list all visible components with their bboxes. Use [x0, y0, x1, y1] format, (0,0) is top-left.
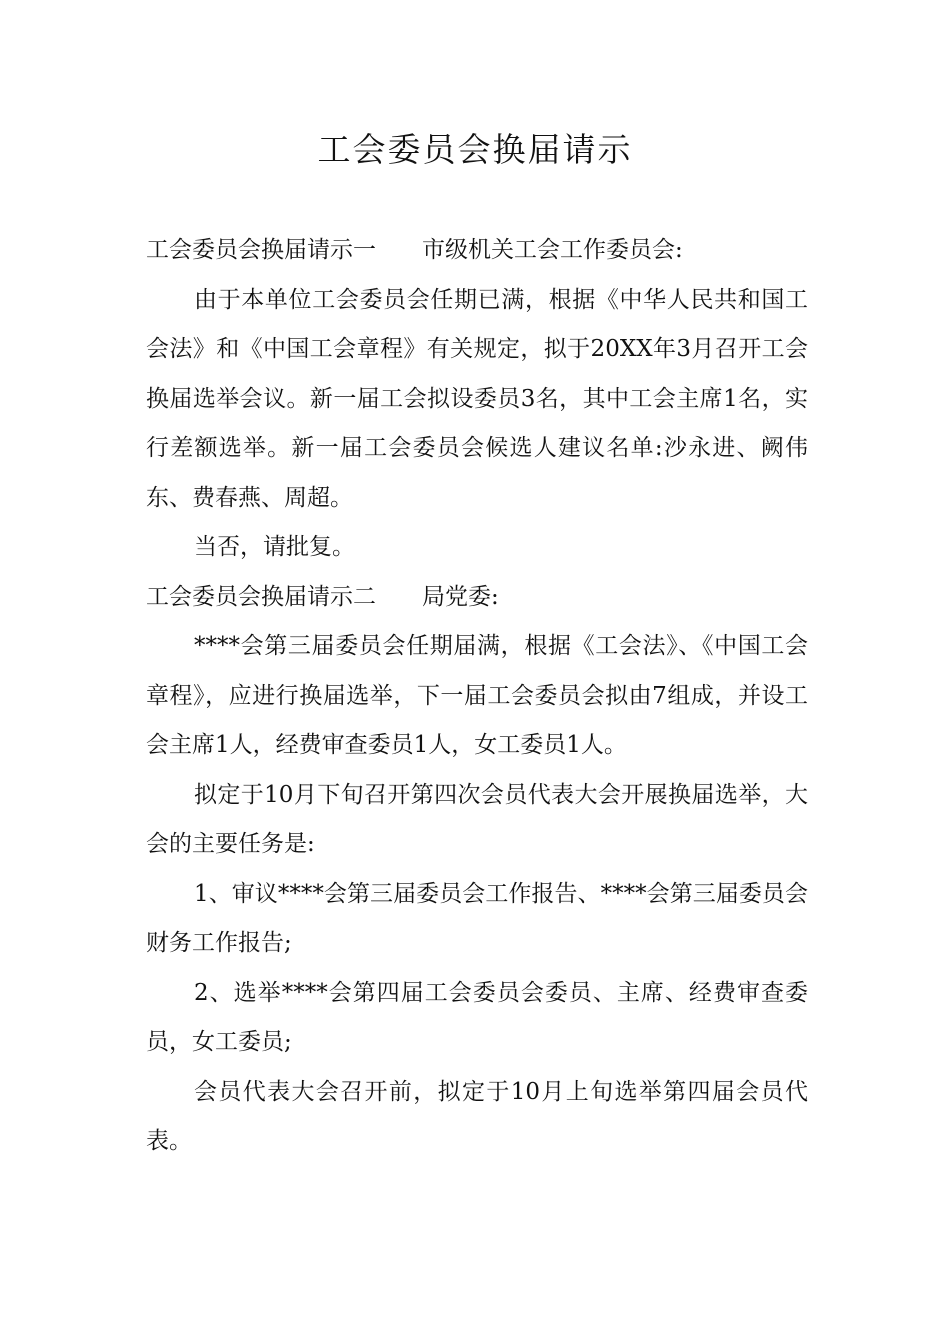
section1-paragraph-1: 由于本单位工会委员会任期已满，根据《中华人民共和国工会法》和《中国工会章程》有关规定，拟于20XX年3月召开工会换届选举会议。新一届工会拟设委员3名，其中工会主席1名，实行差额选举。新一届工会委员会候选人建议名单:沙永进、阙伟东、费春燕、周超。 — [146, 286, 808, 511]
section2-paragraph-1: ****会第三届委员会任期届满，根据《工会法》、《中国工会章程》，应进行换届选举，下一届工会委员会拟由7组成，并设工会主席1人，经费审查委员1人，女工委员1人。 — [146, 633, 808, 758]
section1-addressee: 市级机关工会工作委员会: — [422, 237, 683, 263]
page-title: 工会委员会换届请示 — [317, 130, 633, 169]
section2-paragraph-2: 拟定于10月下旬召开第四次会员代表大会开展换届选举，大会的主要任务是: — [146, 781, 808, 857]
section2-item-1: 1、审议****会第三届委员会工作报告、****会第三届委员会财务工作报告; — [146, 880, 808, 956]
section1-paragraph-2: 当否，请批复。 — [194, 534, 355, 560]
document-body — [146, 226, 808, 1167]
section2-paragraph-3: 会员代表大会召开前，拟定于10月上旬选举第四届会员代表。 — [146, 1078, 808, 1154]
section2-heading: 工会委员会换届请示二 — [146, 583, 376, 610]
section2-heading-line — [146, 573, 808, 623]
section2-item-2: 2、选举****会第四届工会委员会委员、主席、经费审查委员，女工委员; — [146, 979, 808, 1055]
section1-heading: 工会委员会换届请示一 — [146, 237, 376, 263]
section1-heading-line — [146, 226, 808, 276]
section2-addressee: 局党委: — [422, 583, 499, 610]
